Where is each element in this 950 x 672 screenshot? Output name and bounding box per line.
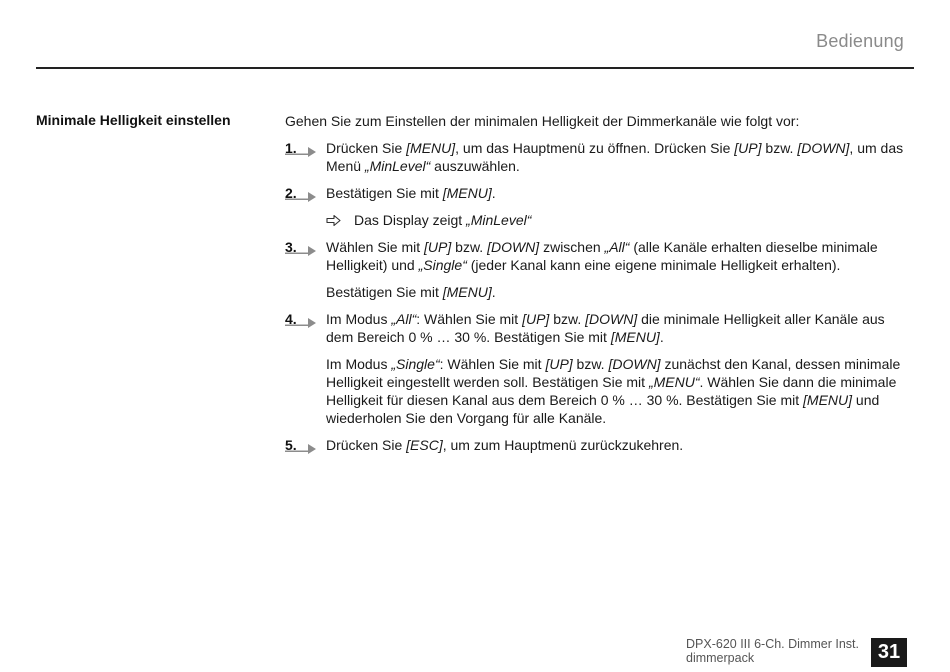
step-paragraph — [326, 139, 915, 175]
result-arrow-icon — [326, 211, 342, 229]
step-paragraph — [326, 283, 915, 301]
step-item — [285, 310, 915, 427]
step-paragraph — [326, 355, 915, 427]
instruction-text: : Wählen Sie mit — [439, 356, 546, 372]
instruction-text: Drücken Sie — [326, 437, 407, 453]
control-key-text: „MinLevel“ — [364, 158, 431, 174]
instruction-text: zunächst den Kanal, dessen minimale Helligkeit eingestellt werden soll. Bestätigen Sie mit — [326, 356, 901, 390]
step-number: 4. — [285, 311, 297, 327]
step-result — [326, 211, 915, 229]
footer-product-line2: dimmerpack — [686, 651, 755, 665]
control-key-text: „All“ — [604, 239, 630, 255]
step-paragraph — [326, 310, 915, 346]
instruction-text: bzw. — [451, 239, 488, 255]
step-paragraph — [326, 184, 915, 202]
result-text — [354, 212, 531, 228]
instruction-text: , um das Menü — [326, 140, 904, 174]
instruction-text: bzw. — [572, 356, 609, 372]
step-text — [326, 238, 915, 301]
instruction-text: , um zum Hauptmenü zurückzukehren. — [442, 437, 684, 453]
control-key-text: [MENU] — [803, 392, 853, 408]
step-item — [285, 238, 915, 301]
control-key-text: „Single“ — [418, 257, 467, 273]
control-key-text: [MENU] — [442, 284, 492, 300]
instruction-text: . — [491, 185, 496, 201]
instruction-text: auszuwählen. — [430, 158, 520, 174]
instruction-text: , um das Hauptmenü zu öffnen. Drücken Sie — [455, 140, 735, 156]
content-body — [285, 112, 915, 463]
control-key-text: [DOWN] — [797, 140, 850, 156]
control-key-text: [DOWN] — [585, 311, 638, 327]
control-key-text: [UP] — [522, 311, 550, 327]
header-divider — [36, 67, 914, 69]
control-key-text: [UP] — [734, 140, 762, 156]
instruction-text: Im Modus — [326, 311, 392, 327]
instruction-text: Bestätigen Sie mit — [326, 185, 443, 201]
step-item — [285, 436, 915, 454]
instruction-text: die minimale Helligkeit aller Kanäle aus dem Bereich 0 % … 30 %. Bestätigen Sie mit — [326, 311, 885, 345]
step-number: 3. — [285, 239, 297, 255]
side-heading: Minimale Helligkeit einstellen — [36, 112, 231, 128]
instruction-text: (alle Kanäle erhalten dieselbe minimale Helligkeit) und — [326, 239, 878, 273]
control-key-text: „MinLevel“ — [466, 212, 532, 228]
instruction-text: zwischen — [539, 239, 605, 255]
step-number: 2. — [285, 185, 297, 201]
footer-product-line1: DPX-620 III 6-Ch. Dimmer Inst. — [686, 637, 859, 651]
control-key-text: [MENU] — [406, 140, 456, 156]
step-number: 5. — [285, 437, 297, 453]
instruction-text: Drücken Sie — [326, 140, 407, 156]
control-key-text: [DOWN] — [608, 356, 661, 372]
instruction-text: bzw. — [549, 311, 586, 327]
instruction-text: Das Display zeigt — [354, 212, 467, 228]
page-number: 31 — [871, 638, 907, 667]
step-number: 1. — [285, 140, 297, 156]
control-key-text: [ESC] — [406, 437, 443, 453]
section-title: Bedienung — [816, 31, 904, 51]
control-key-text: „All“ — [391, 311, 417, 327]
control-key-text: [UP] — [545, 356, 573, 372]
footer-product — [686, 637, 859, 665]
control-key-text: [MENU] — [610, 329, 660, 345]
control-key-text: [DOWN] — [487, 239, 540, 255]
step-paragraph — [326, 436, 915, 454]
step-item — [285, 184, 915, 229]
instruction-text: . — [659, 329, 664, 345]
instruction-text: Bestätigen Sie mit — [326, 284, 443, 300]
instruction-text: . — [491, 284, 496, 300]
control-key-text: „Single“ — [391, 356, 440, 372]
control-key-text: „MENU“ — [648, 374, 700, 390]
step-list — [285, 139, 915, 454]
step-paragraph — [326, 238, 915, 274]
control-key-text: [UP] — [424, 239, 452, 255]
instruction-text: : Wählen Sie mit — [416, 311, 523, 327]
instruction-text: Im Modus — [326, 356, 392, 372]
step-text — [326, 436, 915, 454]
step-text — [326, 139, 915, 175]
control-key-text: [MENU] — [442, 185, 492, 201]
instruction-text: . Wählen Sie dann die minimale Helligkeit für diesen Kanal aus dem Bereich 0 % … 30 %. Bestätigen Sie mit — [326, 374, 897, 408]
step-text — [326, 310, 915, 427]
instruction-text: bzw. — [761, 140, 798, 156]
instruction-text: Wählen Sie mit — [326, 239, 425, 255]
intro-text: Gehen Sie zum Einstellen der minimalen Helligkeit der Dimmerkanäle wie folgt vor: — [285, 113, 800, 129]
step-item — [285, 139, 915, 175]
step-text — [326, 184, 915, 229]
instruction-text: (jeder Kanal kann eine eigene minimale Helligkeit erhalten). — [466, 257, 841, 273]
instruction-text: und wiederholen Sie den Vorgang für alle Kanäle. — [326, 392, 880, 426]
